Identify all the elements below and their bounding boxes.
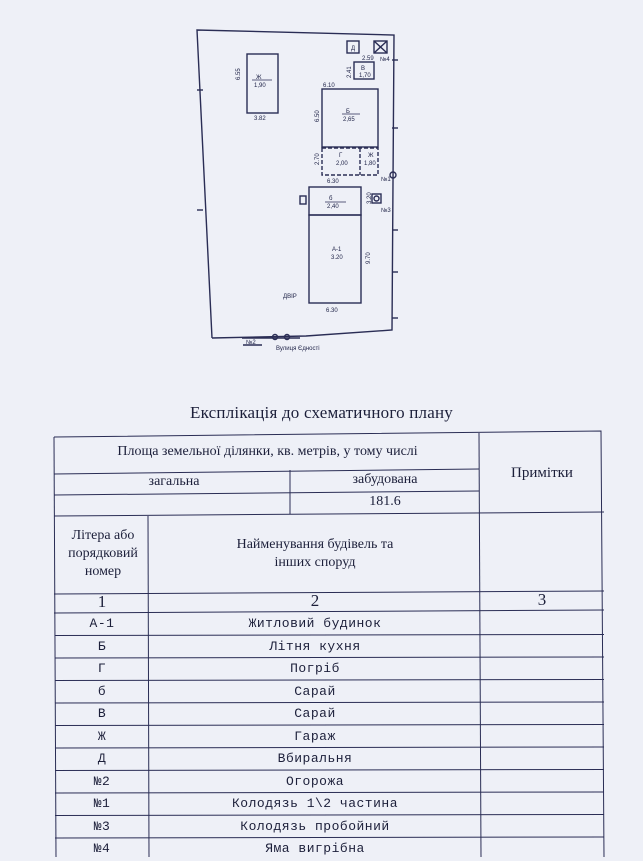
svg-text:№2: №2 xyxy=(246,340,256,346)
svg-text:6.10: 6.10 xyxy=(323,83,335,89)
explication-title: Експлікація до схематичного плану xyxy=(190,403,453,422)
built-label: забудована xyxy=(352,472,418,487)
col-number-1: 1 xyxy=(97,592,107,611)
svg-text:Вулиця Єдності: Вулиця Єдності xyxy=(276,346,320,352)
svg-text:6.55: 6.55 xyxy=(236,68,242,80)
svg-text:6.30: 6.30 xyxy=(326,308,338,314)
svg-text:№3: №3 xyxy=(381,208,391,214)
col1-header: Літера або порядковий номер xyxy=(68,528,138,579)
total-label: загальна xyxy=(148,474,200,489)
col-number-3: 3 xyxy=(537,590,547,609)
table-row-name: Літня кухня xyxy=(269,638,361,654)
svg-text:1,70: 1,70 xyxy=(359,73,371,79)
table-row-letter: Ж xyxy=(97,728,107,744)
svg-text:1,80: 1,80 xyxy=(364,161,376,167)
col2-header: Найменування будівель та інших споруд xyxy=(236,537,394,570)
table-row-letter: Д xyxy=(97,751,107,767)
table-row-name: Житловий будинок xyxy=(248,616,382,632)
svg-text:№4: №4 xyxy=(380,57,390,63)
svg-text:2,00: 2,00 xyxy=(336,161,348,167)
svg-text:1,90: 1,90 xyxy=(254,83,266,89)
table-row-name: Гараж xyxy=(294,728,336,744)
table-row-letter: В xyxy=(97,706,107,722)
table-row-letter: А-1 xyxy=(89,616,115,632)
svg-text:ДВІР: ДВІР xyxy=(283,294,297,300)
col-number-2: 2 xyxy=(310,591,320,610)
svg-text:В: В xyxy=(361,66,366,72)
svg-text:9.70: 9.70 xyxy=(366,252,372,264)
svg-text:Б: Б xyxy=(346,109,350,115)
table-row-name: Колодязь 1\2 частина xyxy=(231,796,399,812)
table-row-letter: Г xyxy=(97,661,107,677)
table-row-letter: №4 xyxy=(93,841,111,857)
table-row-name: Погріб xyxy=(290,661,340,677)
svg-text:3.20: 3.20 xyxy=(331,255,343,261)
svg-text:б: б xyxy=(329,196,333,202)
svg-text:Ж: Ж xyxy=(368,153,374,159)
svg-text:2,40: 2,40 xyxy=(327,204,339,210)
svg-text:Д: Д xyxy=(351,46,356,52)
svg-text:3.20: 3.20 xyxy=(367,192,373,204)
table-row-name: Огорожа xyxy=(285,773,345,789)
notes-header: Примітки xyxy=(511,465,573,481)
area-header: Площа земельної ділянки, кв. метрів, у тому числі xyxy=(117,444,418,459)
built-value: 181.6 xyxy=(369,494,401,509)
svg-text:6.50: 6.50 xyxy=(315,110,321,122)
table-row-letter: №3 xyxy=(93,818,111,834)
svg-text:2.41: 2.41 xyxy=(347,66,353,78)
svg-text:6.30: 6.30 xyxy=(327,179,339,185)
svg-text:А-1: А-1 xyxy=(332,247,342,253)
table-row-letter: Б xyxy=(97,638,107,654)
table-row-name: Сарай xyxy=(294,683,336,699)
total-value xyxy=(60,493,288,513)
table-row-name: Вбиральня xyxy=(277,751,353,767)
table-row-letter: №1 xyxy=(93,796,111,812)
svg-text:2.59: 2.59 xyxy=(362,56,374,62)
svg-text:Г: Г xyxy=(339,153,343,159)
svg-text:3.82: 3.82 xyxy=(254,116,266,122)
table-row-name: Колодязь пробойний xyxy=(240,818,390,834)
svg-text:2,65: 2,65 xyxy=(343,117,355,123)
table-row-name: Сарай xyxy=(294,706,336,722)
table-row-letter: №2 xyxy=(93,773,111,789)
table-row-name: Яма вигрібна xyxy=(265,841,365,857)
svg-text:2.70: 2.70 xyxy=(315,153,321,165)
svg-text:Ж: Ж xyxy=(256,75,262,81)
table-row-letter: б xyxy=(97,683,107,699)
svg-text:№1: №1 xyxy=(381,177,391,183)
